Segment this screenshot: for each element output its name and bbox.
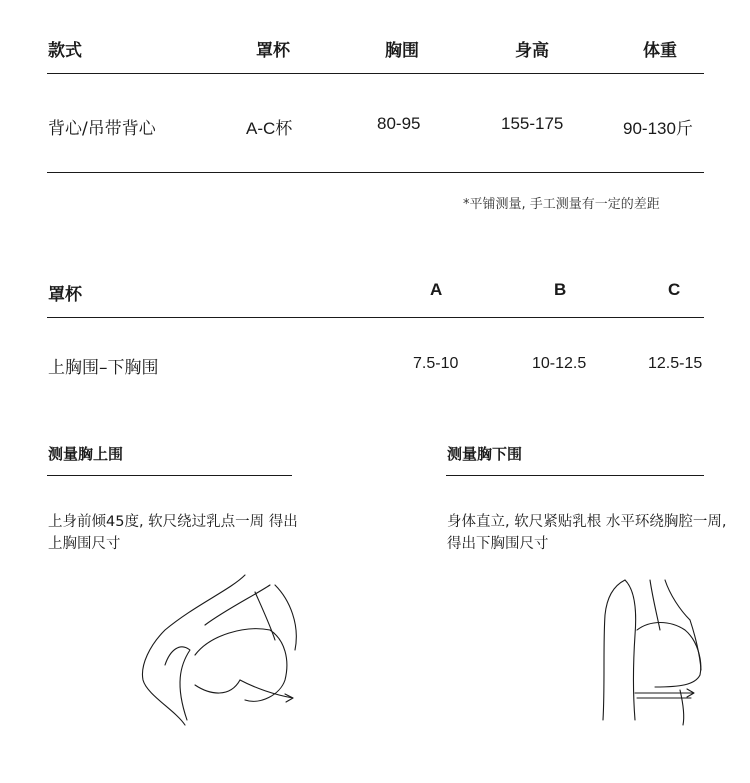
upper-title: 测量胸上围 — [48, 445, 124, 463]
lower-title: 测量胸下围 — [447, 445, 523, 463]
value-cup-a: 7.5-10 — [413, 355, 459, 372]
cell-cup: A-C杯 — [246, 119, 293, 138]
value-cup-b: 10-12.5 — [532, 355, 587, 372]
header-cup: 罩杯 — [256, 41, 290, 61]
header-weight: 体重 — [643, 41, 677, 61]
table1-header-divider — [47, 73, 704, 74]
cell-weight: 90-130斤 — [623, 119, 693, 138]
leaning-torso-tape-icon — [135, 570, 305, 730]
table2-header-divider — [47, 317, 704, 318]
upright-torso-tape-icon — [595, 575, 715, 725]
header-cup-b: B — [554, 280, 567, 299]
lower-divider — [446, 475, 704, 476]
cell-height: 155-175 — [501, 114, 564, 133]
upper-divider — [47, 475, 292, 476]
header-cup-a: A — [430, 280, 443, 299]
lower-description: 身体直立, 软尺紧贴乳根 水平环绕胸腔一周, 得出下胸围尺寸 — [447, 514, 727, 552]
table1-bottom-divider — [47, 172, 704, 173]
row-label-bust-diff: 上胸围–下胸围 — [48, 358, 159, 378]
header-cup-size: 罩杯 — [48, 285, 82, 305]
header-style: 款式 — [48, 41, 82, 61]
measurement-note: *平铺测量, 手工测量有一定的差距 — [463, 197, 660, 212]
header-height: 身高 — [515, 41, 549, 61]
cell-style: 背心/吊带背心 — [48, 119, 156, 139]
cell-bust: 80-95 — [377, 114, 421, 133]
header-cup-c: C — [668, 280, 681, 299]
value-cup-c: 12.5-15 — [648, 355, 703, 372]
header-bust: 胸围 — [385, 41, 419, 61]
upper-description: 上身前倾45度, 软尺绕过乳点一周 得出上胸围尺寸 — [48, 514, 298, 552]
